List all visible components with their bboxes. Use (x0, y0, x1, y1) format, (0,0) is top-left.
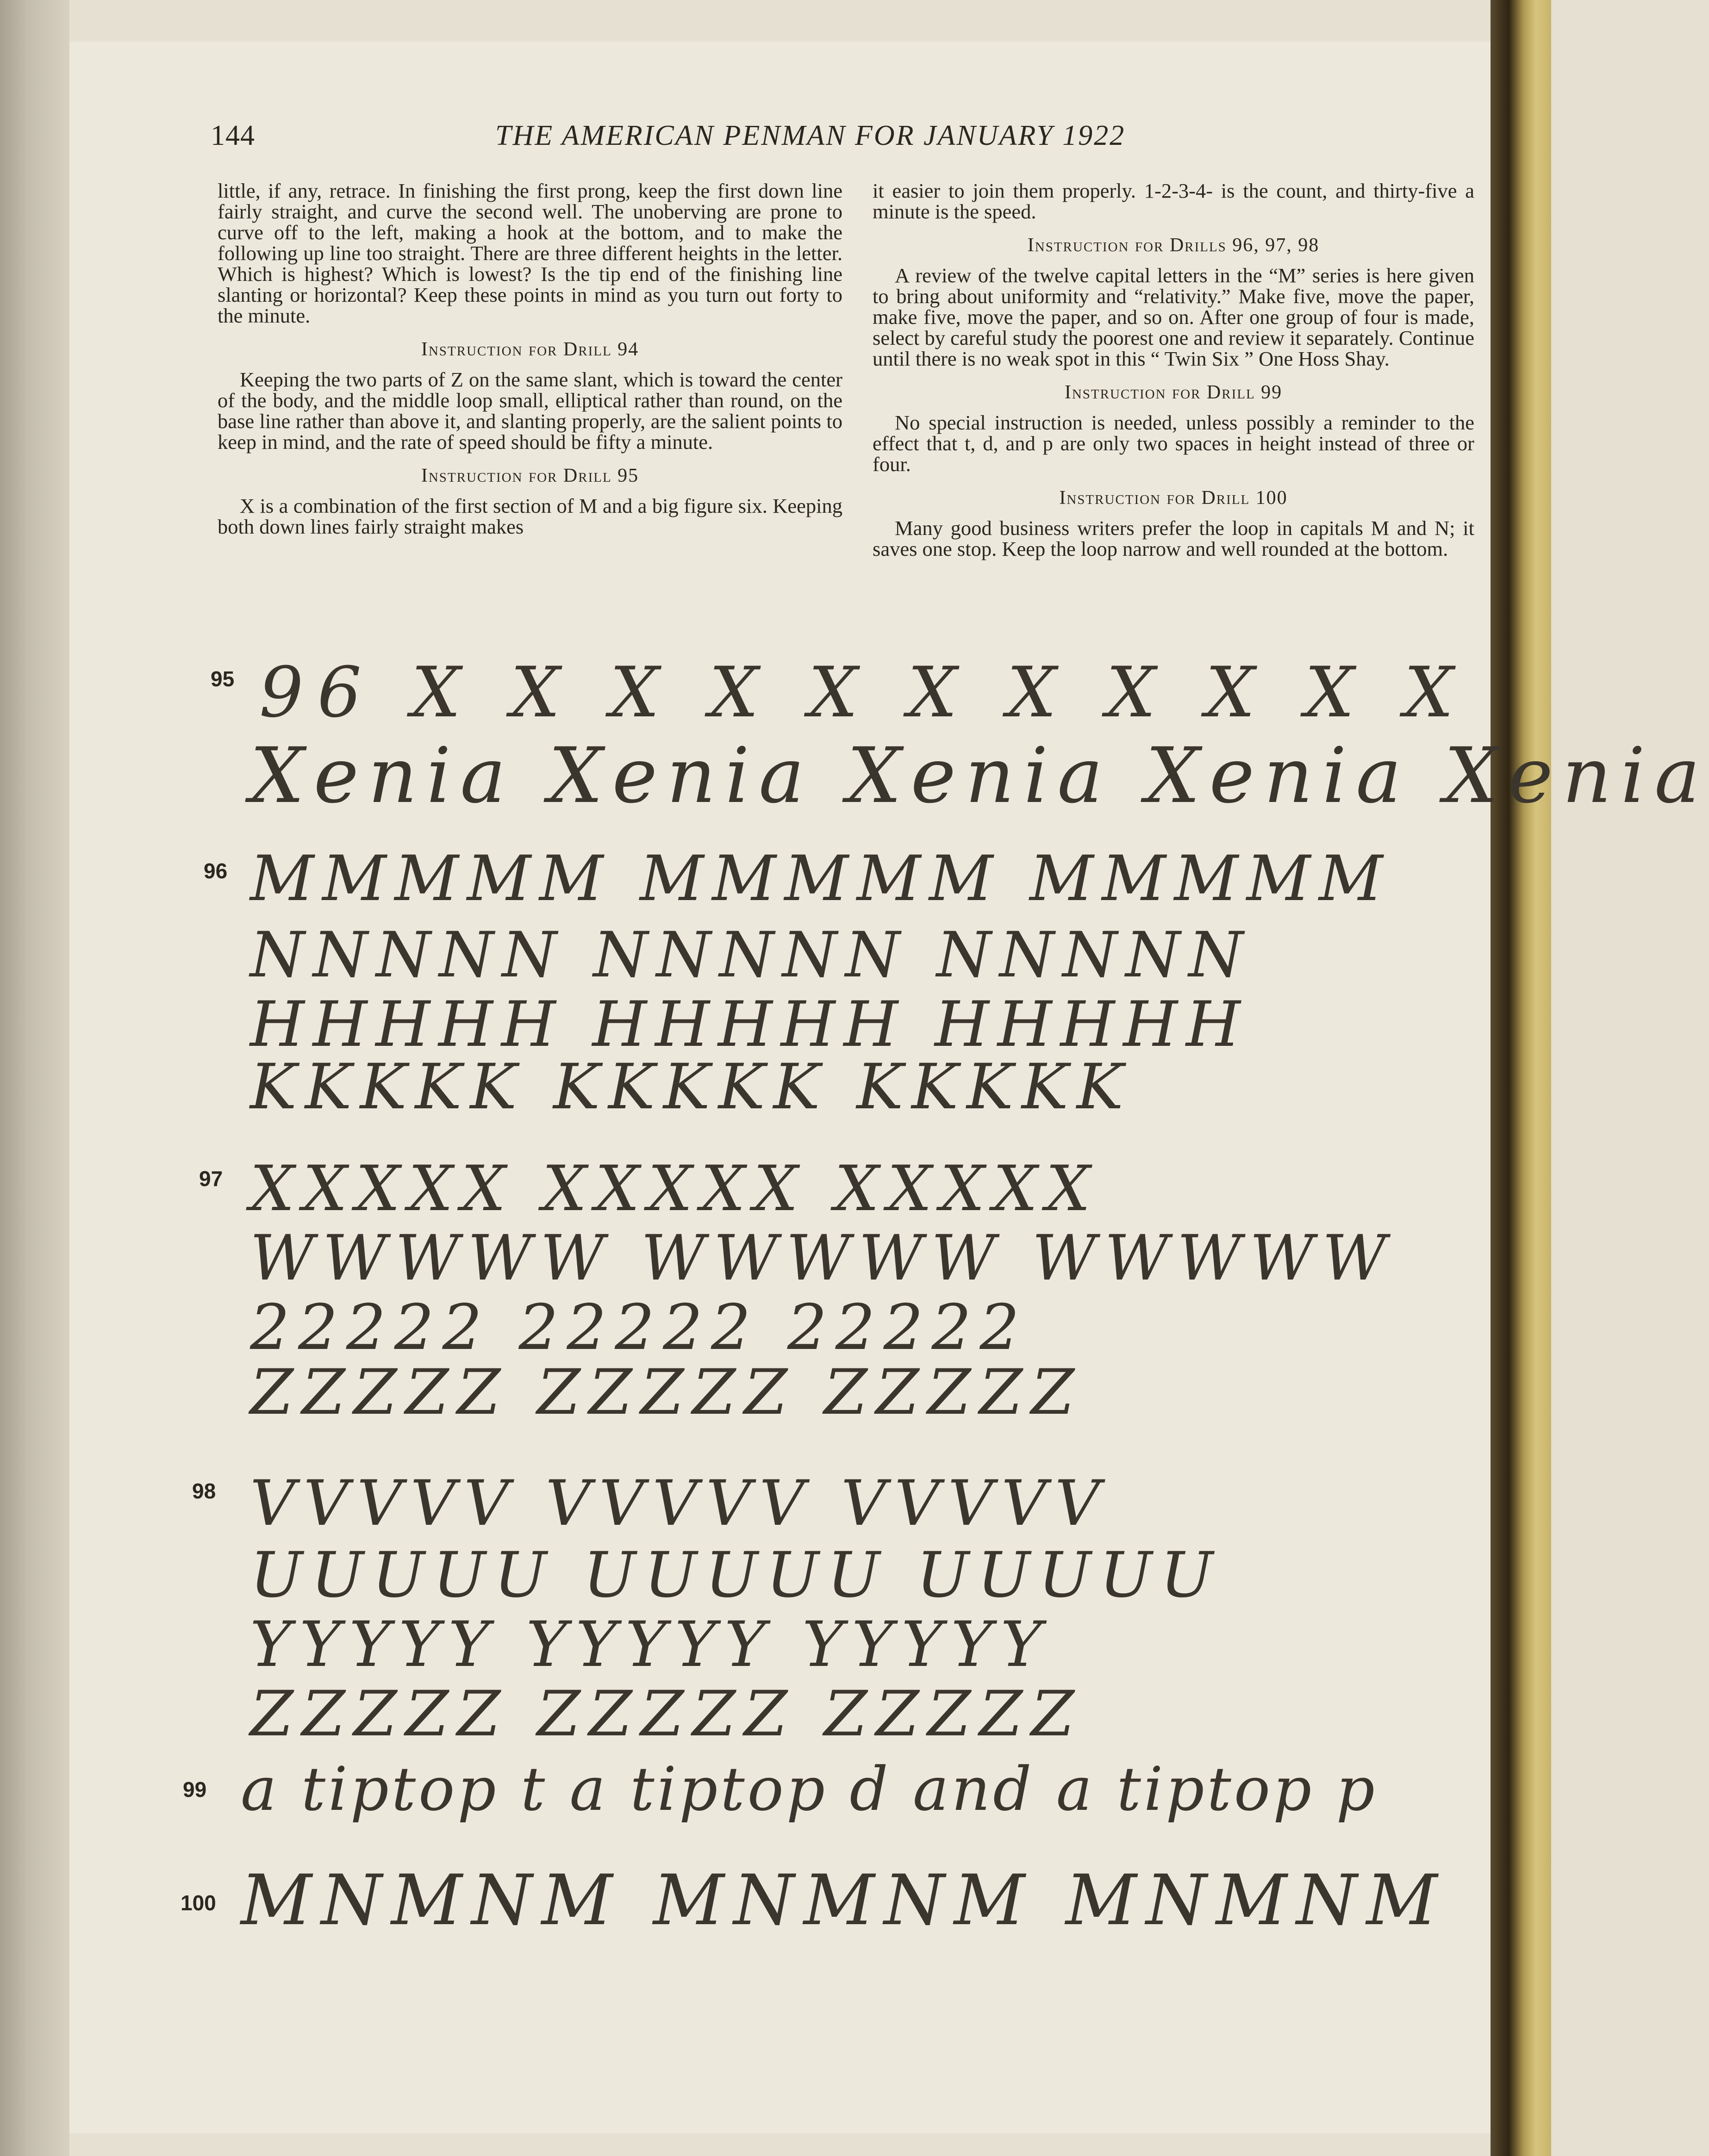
drill-97-row-x: XXXXX XXXXX XXXXX (250, 1152, 1099, 1225)
drill-98-row-y: YYYYY YYYYY YYYYY (250, 1608, 1050, 1681)
drill-number-96: 96 (204, 859, 228, 883)
drill-95-capital-x-line: 96 X X X X X X X X X X X (259, 652, 1468, 733)
heading-drill-100: Instruction for Drill 100 (1059, 487, 1288, 509)
drill-number-97: 97 (199, 1167, 223, 1191)
paragraph-drills-96-98: A review of the twelve capital letters in the “M” series is here given to bring about uniformity and “relativity.” Make five, move the paper, make five, move the paper, and so on. After one group of four is made, select by careful study the poorest one and review it separately. Continue until there is no weak spot in this “ Twin Six ” One Hoss Shay. (873, 264, 1474, 370)
drill-96-row-k: KKKKK KKKKK KKKKK (250, 1050, 1132, 1123)
drill-96-row-n: NNNNN NNNNN NNNNN (250, 919, 1252, 991)
drill-97-row-z: ZZZZZ ZZZZZ ZZZZZ (250, 1356, 1083, 1429)
drill-98-row-z: ZZZZZ ZZZZZ ZZZZZ (250, 1678, 1083, 1750)
right-text-column (873, 180, 1474, 562)
drill-number-95: 95 (211, 667, 235, 691)
paragraph-count: it easier to join them properly. 1-2-3-4- is the count, and thirty-five a minute is the speed. (873, 179, 1474, 223)
heading-drill-99: Instruction for Drill 99 (1064, 382, 1283, 403)
drill-number-100: 100 (181, 1891, 216, 1915)
left-text-column (218, 180, 842, 540)
drill-100-mn-line: MNMNM MNMNM MNMNM (241, 1860, 1447, 1941)
drill-98-row-u: UUUUU UUUUU UUUUU (250, 1539, 1222, 1611)
paragraph-drill-100: Many good business writers prefer the loop in capitals M and N; it saves one stop. Keep the loop narrow and well rounded at the bottom. (873, 516, 1474, 560)
heading-drill-95: Instruction for Drill 95 (421, 465, 639, 486)
page-gutter-left (0, 0, 69, 2156)
drill-97-row-w: WWWWW WWWWW WWWWW (250, 1222, 1395, 1294)
paragraph-drill-99: No special instruction is needed, unless possibly a reminder to the effect that t, d, and p are only two spaces in height instead of three or four. (873, 411, 1474, 476)
paragraph-drill-95: X is a combination of the first section of M and a big figure six. Keeping both down lines fairly straight makes (218, 494, 842, 538)
running-title: THE AMERICAN PENMAN FOR JANUARY 1922 (495, 120, 1126, 151)
paragraph-drill-94: Keeping the two parts of Z on the same slant, which is toward the center of the body, and the middle loop small, elliptical rather than round, on the base line rather than above it, and slanting properly, are the salient points to keep in mind, and the rate of speed should be fifty a minute. (218, 368, 842, 454)
drill-number-99: 99 (183, 1777, 207, 1802)
drill-99-tiptop-line: a tiptop t a tiptop d and a tiptop p (241, 1754, 1378, 1824)
drill-98-row-v: VVVVV VVVVV VVVVV (250, 1467, 1109, 1540)
drill-number-98: 98 (192, 1479, 216, 1503)
drill-95-xenia-line: Xenia Xenia Xenia Xenia Xenia (250, 731, 1709, 820)
heading-drill-94: Instruction for Drill 94 (421, 339, 639, 360)
book-edge-right (1491, 0, 1551, 2156)
page-number: 144 (211, 120, 255, 151)
drill-96-row-h: HHHHH HHHHH HHHHH (250, 988, 1249, 1061)
drill-97-row-q: 22222 22222 22222 (250, 1291, 1028, 1364)
drill-96-row-m: MMMMM MMMMM MMMMM (250, 842, 1391, 915)
paragraph-retrace: little, if any, retrace. In finishing the first prong, keep the first down line fairly straight, and curve the second well. The unoberving are prone to curve off to the left, making a hook at the bottom, and to make the following up line too straight. There are three different heights in the letter. Which is highest? Which is lowest? Is the tip end of the finishing line slanting or horizontal? Keep these points in mind as you turn out forty to the minute. (218, 179, 842, 327)
heading-drills-96-98: Instruction for Drills 96, 97, 98 (1027, 235, 1320, 256)
